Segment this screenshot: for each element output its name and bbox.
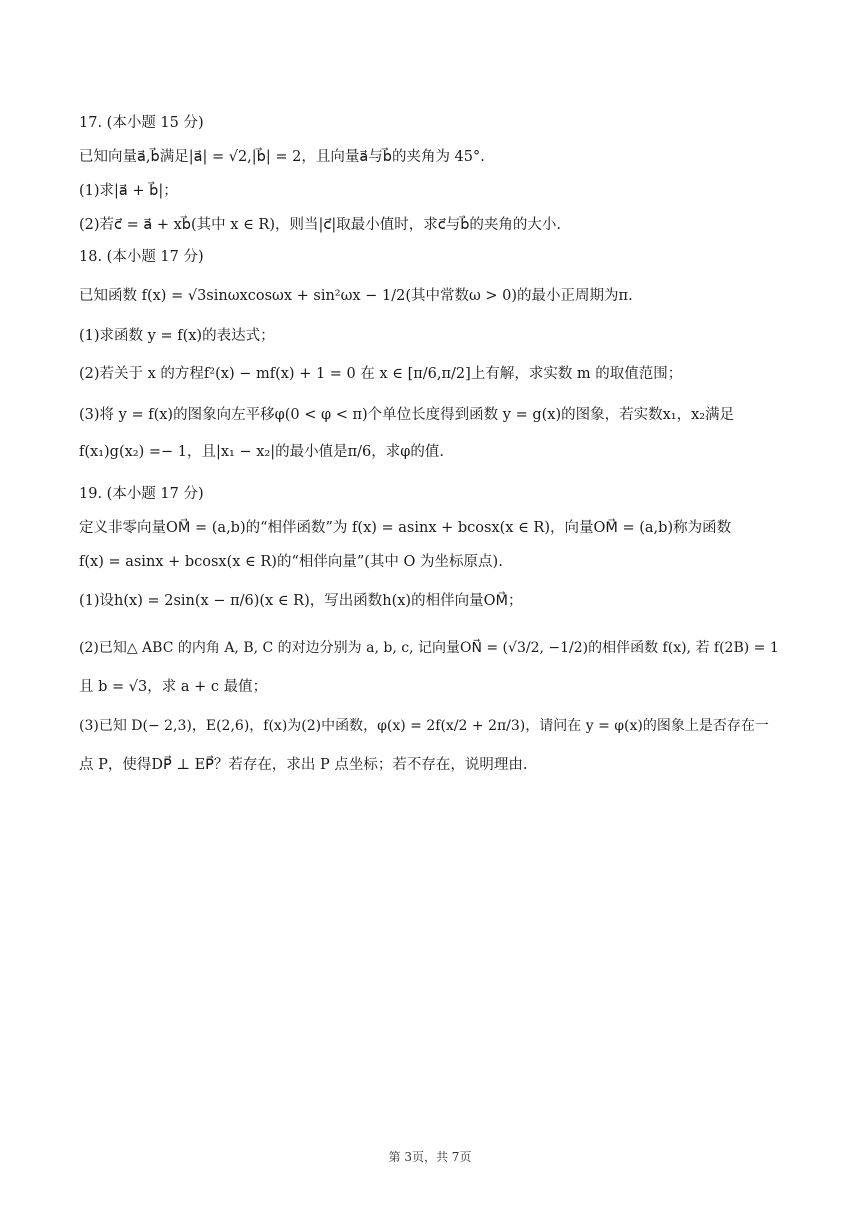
problem-19-header: 19. (本小题 17 分) (79, 486, 204, 502)
problem-19-part-1: (1)设h(x) = 2sin(x − π/6)(x ∈ R)，写出函数h(x)的相伴向量OM⃗； (79, 593, 523, 609)
problem-19-part-3: (3)已知 D(− 2,3)，E(2,6)，f(x)为(2)中函数，φ(x) = 2f(x/2 + 2π/3)，请问在 y = φ(x)的图象上是否存在一 (79, 718, 769, 734)
problem-17-header: 17. (本小题 15 分) (79, 115, 204, 131)
problem-17-statement: 已知向量a⃗,b⃗满足|a⃗| = √2,|b⃗| = 2，且向量a⃗与b⃗的夹角为 45°. (79, 149, 485, 165)
problem-19-part-2: (2)已知△ ABC 的内角 A, B, C 的对边分别为 a, b, c, 记向量ON⃗ = (√3/2, −1/2)的相伴函数 f(x), 若 f(2B) = 1 (79, 640, 779, 656)
problem-18-part-3: (3)将 y = f(x)的图象向左平移φ(0 < φ < π)个单位长度得到函数 y = g(x)的图象，若实数x₁，x₂满足 (79, 407, 735, 423)
problem-18-part-3-cont: f(x₁)g(x₂) =− 1，且|x₁ − x₂|的最小值是π/6，求φ的值. (79, 444, 445, 460)
problem-18-header: 18. (本小题 17 分) (79, 249, 204, 265)
problem-18-part-1: (1)求函数 y = f(x)的表达式； (79, 328, 275, 344)
problem-18-statement: 已知函数 f(x) = √3sinωxcosωx + sin²ωx − 1/2(其中常数ω > 0)的最小正周期为π. (79, 288, 633, 304)
page-footer: 第 3页，共 7页 (388, 1150, 472, 1164)
problem-17-part-1: (1)求|a⃗ + b⃗|； (79, 183, 178, 199)
problem-19-definition-cont: f(x) = asinx + bcosx(x ∈ R)的“相伴向量”(其中 O 为坐标原点). (79, 554, 503, 570)
problem-17-part-2: (2)若c⃗ = a⃗ + xb⃗(其中 x ∈ R)，则当|c⃗|取最小值时，求c⃗与b⃗的夹角的大小. (79, 217, 562, 233)
problem-18-part-2: (2)若关于 x 的方程f²(x) − mf(x) + 1 = 0 在 x ∈ [π/6,π/2]上有解，求实数 m 的取值范围； (79, 366, 683, 382)
problem-19-part-3-cont: 点 P，使得DP⃗ ⊥ EP⃗？若存在，求出 P 点坐标；若不存在，说明理由. (79, 757, 528, 773)
problem-19-part-2-cont: 且 b = √3，求 a + c 最值； (79, 679, 268, 695)
problem-19-definition: 定义非零向量OM⃗ = (a,b)的“相伴函数”为 f(x) = asinx + bcosx(x ∈ R)，向量OM⃗ = (a,b)称为函数 (79, 520, 732, 536)
